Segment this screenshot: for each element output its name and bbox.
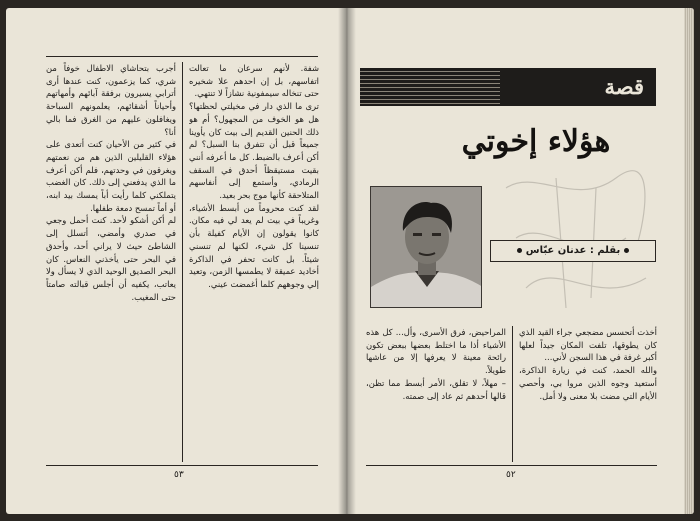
bullet-icon [517, 248, 522, 253]
paragraph: المراحيض، فرق الأسرى، وأل... كل هذه الأشياء أذا ما اختلط بعضها ببعض تكون رائحة معينة لا يعرفها إلا من عاشها طويلاً. [366, 327, 506, 376]
column-divider [182, 62, 183, 462]
background-sketch-illustration [496, 158, 656, 318]
right-page [346, 8, 694, 514]
paragraph: والله الحمد، كنت في زيارة الذاكرة، أستعيد وجوه الذين مروا بي، وأحصي الأيام التي مضت بلا معنى ولا أمل. [519, 365, 657, 401]
text-column-right [189, 62, 319, 462]
section-label: قصة [604, 74, 644, 99]
page-number: ٥٢ [506, 470, 516, 480]
paragraph: لم أكن أشكو لأحد. كنت أحمل وجعي في صدري وأمضي، أتسلل إلى الشاطئ حيث لا يراني أحد، وأحدق في البحر حتى يأخذني النعاس. كان البحر الصديق الوحيد الذي لا يسأل ولا يعاتب، يكفيه أن أجلس قبالته صامتاً حتى المغيب. [46, 215, 176, 302]
bullet-icon [624, 248, 629, 253]
paragraph: في كثير من الأحيان كنت أتعدى على هؤلاء القليلين الذين هم من نعمتهم ويغرقون في وحدتهم، فلم أكن أعرف ما الذي يدفعني إلى ذلك. كان الغضب يتملكني كلما رأيت أباً يمسك بيد ابنه، أو أماً تمسح دمعة طفلها. [46, 139, 176, 213]
author-photo [370, 186, 482, 308]
author-byline [490, 240, 656, 262]
text-column-left [366, 326, 506, 462]
paragraph: لقد كنت محروماً من أبسط الأشياء، وغريباً في بيت لم يعد لي فيه مكان. كانوا يقولون إن الأيام كفيلة بأن تنسينا كل شيء، لكنها لم تنسني شيئاً. بل كانت تحفر في الذاكرة أخاديد عميقة لا يطمسها الزمن، وتعيد إلي وجوههم كلما أغمضت عيني. [189, 202, 319, 289]
page-number: ٥٣ [174, 470, 184, 480]
column-divider [512, 326, 513, 462]
paragraph: أخذت أتحسس مضجعي جراء القيد الذي كان يطوقها، تلفت المكان جيداً لعلها أكبر غرفة في هذا السجن لأني... [519, 327, 657, 363]
byline-prefix: بقلم : [589, 245, 621, 256]
page-edges [684, 8, 694, 514]
paragraph: ترى ما الذي دار في مخيلتي لحظتها؟ هل هو الخوف من المجهول؟ أم هو ذلك الحنين القديم إلى بيت كان يأوينا جميعاً قبل أن تتفرق بنا السبل؟ لم أكن أعرف بالضبط. كل ما أعرفه أنني بقيت مستيقظاً أحدق في السقف الرمادي، وأستمع إلى أنفاسهم المتلاحقة كأنها موج بحر بعيد. [189, 101, 319, 201]
paragraph: أجرب بتحاشاي الاطفال خوفاً من شري، كما يزعمون، كنت عندها أرى أترابي يسيرون برفقة آبائهم وأمهاتهم وأحياناً أشقائهم، يعلمونهم السباحة ويغافلون عليهم من الغرق فما بالي أنا؟ [46, 63, 176, 137]
bottom-rule [366, 465, 657, 466]
magazine-spread [6, 8, 694, 514]
text-column-right [519, 326, 657, 462]
top-rule [46, 56, 318, 57]
text-column-left [46, 62, 176, 462]
left-page [6, 8, 346, 514]
book-gutter [338, 8, 356, 514]
section-banner [360, 68, 656, 106]
story-title: هؤلاء إخوتي [461, 124, 611, 159]
paragraph: شفة. لأنهم سرعان ما تعالت اتفاسهم، بل إن احدهم علا شخيره حتى تنخاله سيمفونية نشازاً لا تنتهي. [189, 63, 319, 99]
banner-stripes [360, 68, 500, 106]
bottom-rule [46, 465, 318, 466]
paragraph: – مهلاً، لا تقلق، الأمر أبسط مما تظن، قالها أحدهم ثم عاد إلى صمته. [366, 377, 506, 401]
author-name: عدنان عبّاس [525, 245, 587, 256]
